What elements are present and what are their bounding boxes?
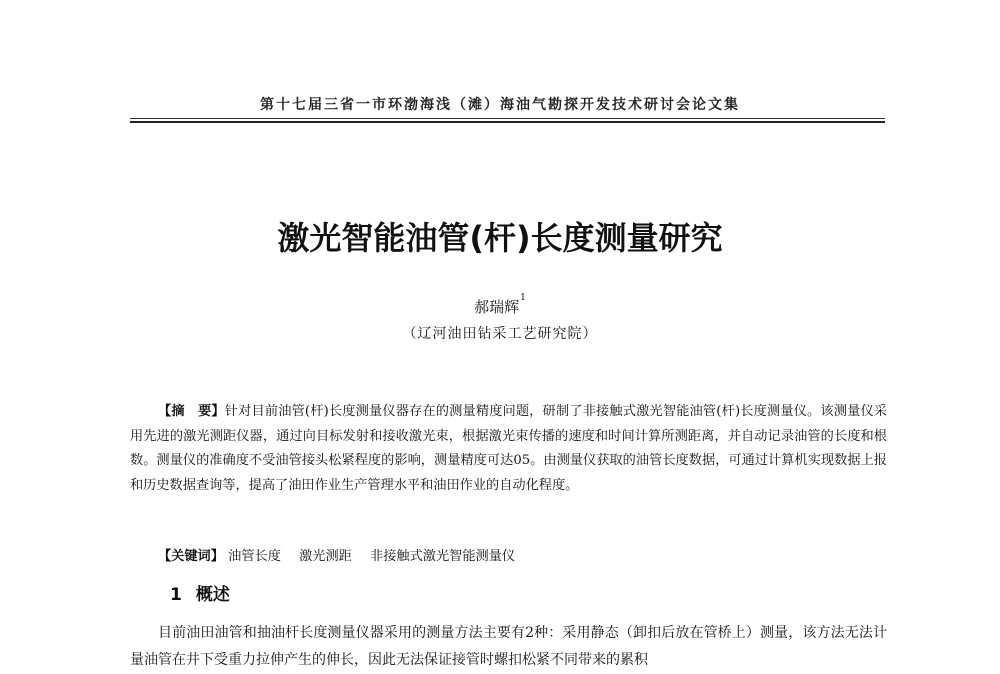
author-name: 郝瑞辉 bbox=[474, 298, 520, 316]
abstract-text: 针对目前油管(杆)长度测量仪器存在的测量精度问题，研制了非接触式激光智能油管(杆)长度测量仪。该测量仪采用先进的激光测距仪器，通过向目标发射和接收激光束，根据激光束传播的速度和时间计算所测距离，并自动记录油管的长度和根数。测量仪的准确度不受油管接头松紧程度的影响，测量精度可达05。由测量仪获取的油管长度数据，可通过计算机实现数据上报和历史数据查询等，提高了油田作业生产管理水平和油田作业的自动化程度。 bbox=[130, 404, 888, 493]
section-heading bbox=[170, 580, 230, 605]
keywords-label: 【关键词】 bbox=[158, 549, 224, 564]
header-rule-thin bbox=[130, 118, 885, 119]
header-rule-thick bbox=[130, 121, 885, 123]
author-superscript: 1 bbox=[520, 293, 526, 303]
abstract-label: 【摘 要】 bbox=[158, 404, 225, 419]
affiliation: （辽河油田钻采工艺研究院） bbox=[402, 326, 598, 342]
keywords bbox=[158, 546, 887, 568]
keyword: 非接触式激光智能测量仪 bbox=[370, 549, 516, 564]
abstract bbox=[130, 400, 887, 498]
section-title: 概述 bbox=[195, 585, 230, 605]
author-line bbox=[0, 293, 1000, 317]
running-header: 第十七届三省一市环渤海浅（滩）海油气勘探开发技术研讨会论文集 bbox=[260, 97, 740, 113]
keyword: 油管长度 bbox=[228, 549, 281, 564]
section-number: 1 bbox=[170, 585, 182, 605]
body-paragraph: 目前油田油管和抽油杆长度测量仪器采用的测量方法主要有2种：采用静态（卸扣后放在管桥上）测量，该方法无法计量油管在井下受重力拉伸产生的伸长，因此无法保证接管时螺扣松紧不同带来的累积 bbox=[130, 625, 887, 668]
keyword: 激光测距 bbox=[299, 549, 352, 564]
paper-title: 激光智能油管(杆)长度测量研究 bbox=[277, 219, 723, 257]
